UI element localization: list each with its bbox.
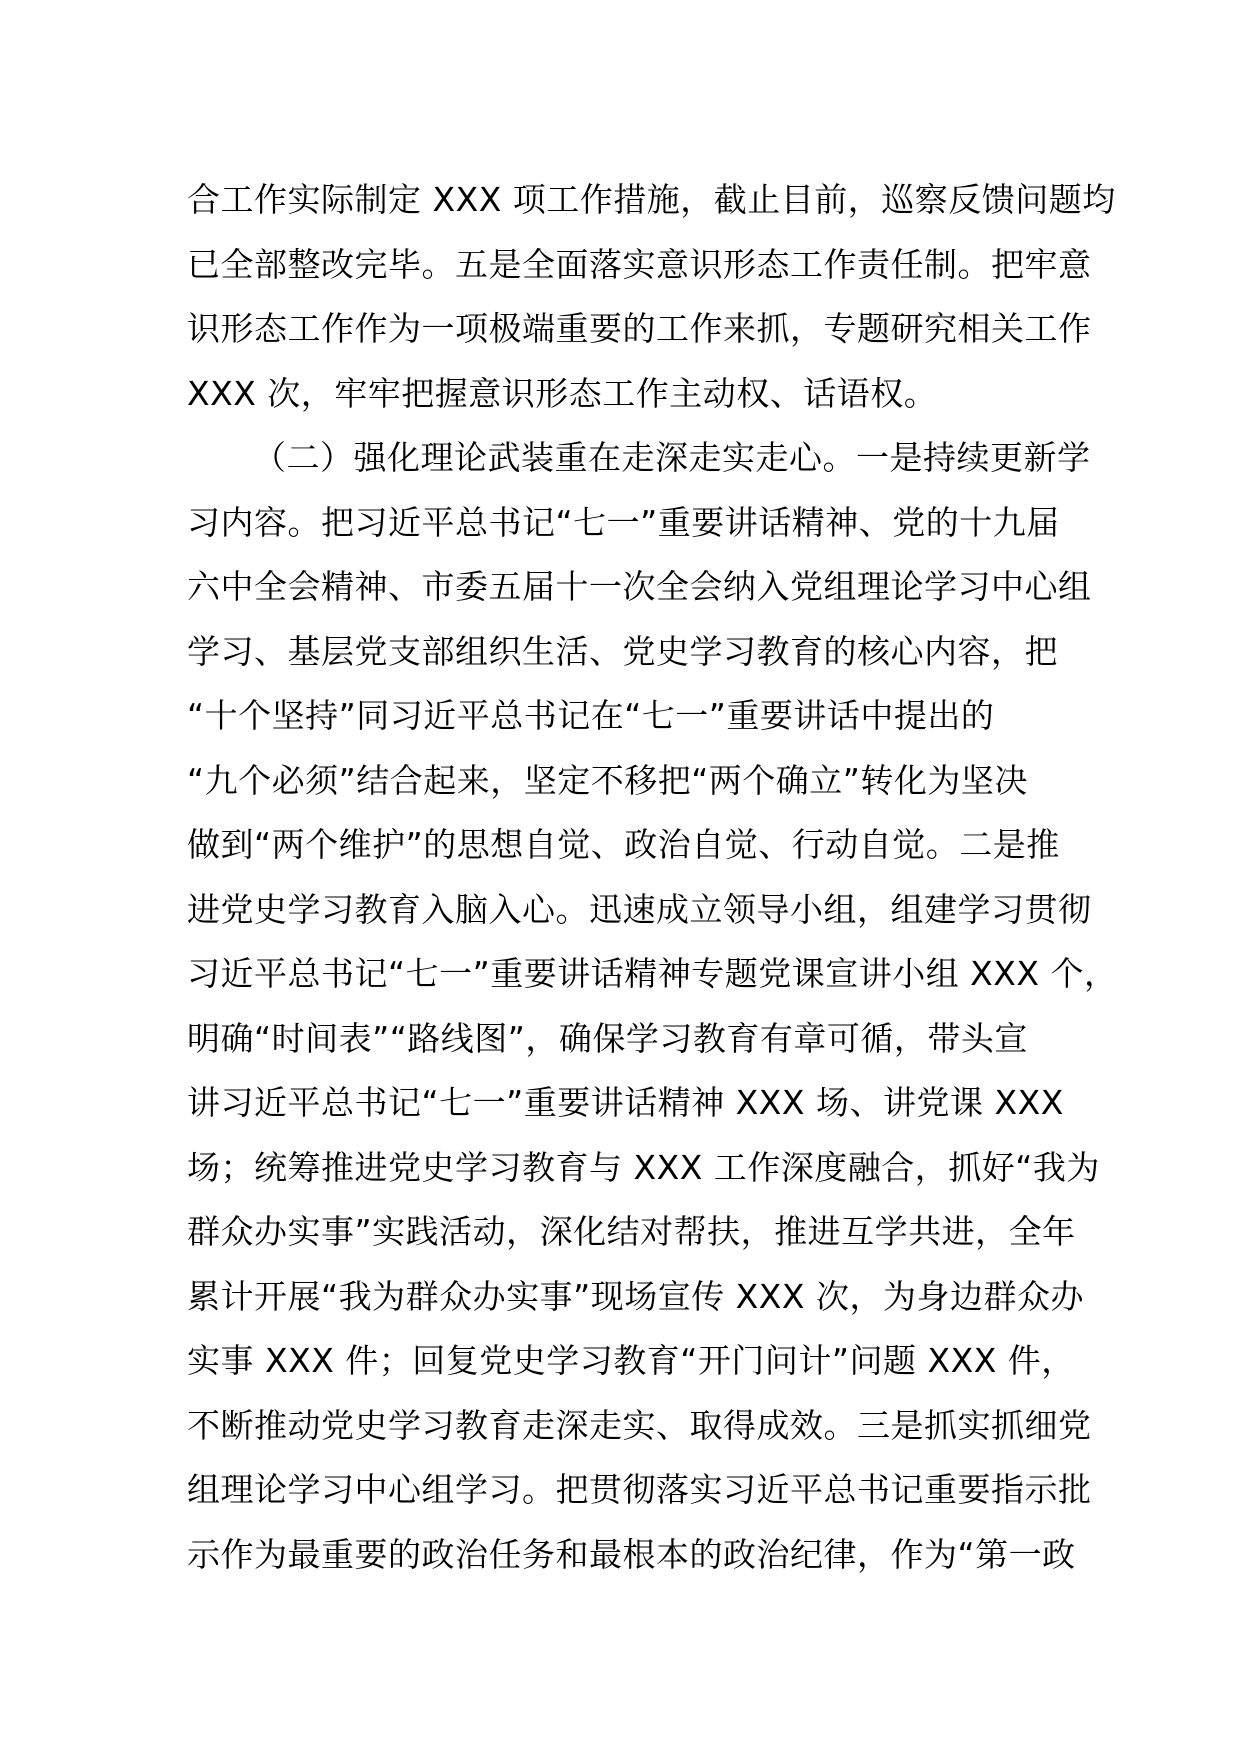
text-line: XXX 次，牢牢把握意识形态工作主动权、话语权。 [187, 373, 938, 413]
text-line: 场；统筹推进党史学习教育与 XXX 工作深度融合，抓好“我为 [187, 1147, 1100, 1187]
text-line: 习内容。把习近平总书记“七一”重要讲话精神、党的十九届 [187, 502, 1060, 542]
text-line: 六中全会精神、市委五届十一次全会纳入党组理论学习中心组 [187, 567, 1092, 606]
text-line: 合工作实际制定 XXX 项工作措施，截止目前，巡察反馈问题均 [187, 180, 1116, 219]
text-line: “九个必须”结合起来，坚定不移把“两个确立”转化为坚决 [187, 760, 1028, 800]
text-line: 进党史学习教育入脑入心。迅速成立领导小组，组建学习贯彻 [187, 889, 1092, 929]
text-line: 实事 XXX 件；回复党史学习教育“开门问计”问题 XXX 件， [187, 1341, 1075, 1380]
body-text [187, 168, 1118, 1587]
section-heading-line: （二）强化理论武装重在走深走实走心。一是持续更新学 [253, 438, 1091, 477]
text-line: 做到“两个维护”的思想自觉、政治自觉、行动自觉。二是推 [187, 825, 1060, 864]
text-line: 组理论学习中心组学习。把贯彻落实习近平总书记重要指示批 [187, 1470, 1092, 1509]
text-line: 累计开展“我为群众办实事”现场宣传 XXX 次，为身边群众办 [187, 1276, 1084, 1316]
text-line: 习近平总书记“七一”重要讲话精神专题党课宣讲小组 XXX 个， [187, 954, 1118, 993]
text-line: “十个坚持”同习近平总书记在“七一”重要讲话中提出的 [187, 696, 995, 735]
text-line: 不断推动党史学习教育走深走实、取得成效。三是抓实抓细党 [187, 1405, 1092, 1445]
text-line: 已全部整改完毕。五是全面落实意识形态工作责任制。把牢意 [187, 244, 1092, 284]
text-line: 明确“时间表”“路线图”，确保学习教育有章可循，带头宣 [187, 1018, 1028, 1058]
text-line: 示作为最重要的政治任务和最根本的政治纪律，作为“第一政 [187, 1534, 1076, 1574]
text-line: 识形态工作作为一项极端重要的工作来抓，专题研究相关工作 [187, 309, 1092, 348]
text-line: 群众办实事”实践活动，深化结对帮扶，推进互学共进，全年 [187, 1212, 1076, 1251]
text-line: 讲习近平总书记“七一”重要讲话精神 XXX 场、讲党课 XXX [187, 1083, 1064, 1122]
text-line: 学习、基层党支部组织生活、党史学习教育的核心内容，把 [187, 631, 1058, 671]
